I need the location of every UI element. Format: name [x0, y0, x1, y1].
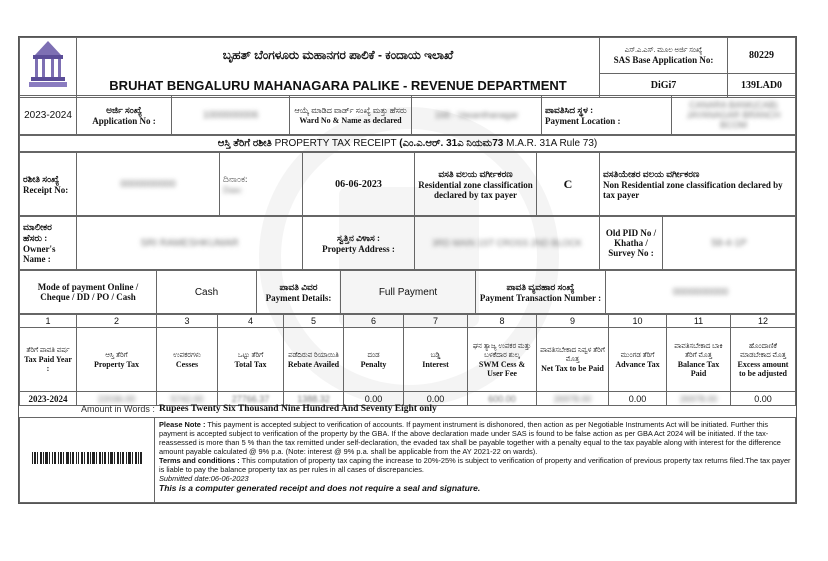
col-header-en: Net Tax to be Paid	[541, 364, 604, 373]
receipt-number: 0000000000	[120, 178, 176, 190]
bank-branch: JAYANAGAR BRANCH	[686, 110, 781, 120]
receipt-row	[19, 152, 796, 216]
owner-label	[20, 217, 77, 270]
amount-words-value: Rupees Twenty Six Thousand Nine Hundred And Seventy Eight only	[159, 404, 437, 414]
col-header-penalty	[344, 328, 404, 392]
col-header-en: Rebate Availed	[287, 359, 340, 369]
owner-label-kn: ಮಾಲೀಕರ ಹೆಸರು :	[23, 222, 52, 243]
bbmp-logo	[20, 38, 77, 98]
non-residential-zone-label	[600, 153, 796, 216]
terms-label: Terms and conditions :	[159, 456, 240, 465]
application-label-en: Application No :	[92, 115, 156, 126]
col-header-kn: ಆಸ್ತಿ ತೆರಿಗೆ	[105, 350, 128, 359]
col-header-kn: ಪಾವತಿಸಬೇಕಾದ ನಿವ್ವಳ ತೆರಿಗೆ ಮೊತ್ತ	[540, 346, 605, 363]
please-note-text: This payment is accepted subject to verification of accounts. If payment instrument is dishonored, then action as per Negotiable Instruments Act will be initiated. Further this payment is accepted subject to verification of the property by the GBA. If the above declaration made under SAS is found to be false action as per GBA Act 2024 will be initiated. If the tax-reassessed is more than 5 % than the tax remitted under self-declaration, the evaded tax shall be payable together with a penalty equal to the tax payable along with interest for the difference amount payable calculated @ 9% p.a. (Note: interest @ 9% p.a. shall be applicable from the AY 2021-22 on wards).	[159, 420, 781, 456]
col-header-property-tax	[77, 328, 157, 392]
interest-value: 0.00	[404, 392, 468, 406]
swm-cess-amount: 600.00	[488, 393, 516, 404]
bank-name: CANARA BANK(CAB)	[689, 100, 778, 110]
col-header-kn: ಒಟ್ಟು ತೆರಿಗೆ	[237, 350, 264, 359]
col-header-excess	[731, 328, 796, 392]
payment-location-label-kn: ಪಾವತಿಸಿದ ಸ್ಥಳ :	[545, 104, 594, 115]
col-header-tax-year	[20, 328, 77, 392]
net-tax-amount: 26978.00	[553, 393, 592, 404]
col-num: 12	[731, 315, 796, 328]
advance-tax-value: 0.00	[609, 392, 667, 406]
col-header-kn: ಹೊಂದಾಣಿಕೆ ಮಾಡಬೇಕಾದ ಮೊತ್ತ	[739, 341, 787, 359]
col-header-rebate	[284, 328, 344, 392]
receipt-no-label-kn: ರಶೀತಿ ಸಂಖ್ಯೆ	[23, 173, 60, 184]
column-number-row	[20, 315, 796, 328]
old-pid: 58-4-1P	[711, 237, 747, 249]
ward-value	[412, 96, 542, 135]
property-address-label	[303, 217, 415, 270]
residential-zone-label-kn: ವಸತಿ ವಲಯ ವರ್ಗೀಕರಣ	[438, 168, 513, 179]
transaction-no-label-kn: ಪಾವತಿ ವ್ಯವಹಾರ ಸಂಖ್ಯೆ	[506, 281, 575, 292]
tax-table	[19, 314, 796, 406]
transaction-no-value	[606, 271, 796, 314]
excess-value: 0.00	[731, 392, 796, 406]
terms-text: This computation of property tax caping the increase to 20%-25% is subject to verification of property and verification of previous property tax returns filed.The tax payer is liable to pay the balance property tax as per rules in all cases of discrepancies.	[159, 456, 791, 474]
col-header-en: Total Tax	[234, 359, 267, 369]
property-address-label-kn: ಸ್ವತ್ತಿನ ವಿಳಾಸ :	[336, 232, 381, 243]
year-cell: 2023-2024	[20, 96, 77, 135]
col-header-en: Property Tax	[94, 359, 139, 369]
barcode-icon	[32, 452, 142, 464]
payment-mode-label: Mode of payment Online / Cheque / DD / PO / Cash	[20, 271, 157, 314]
please-note-label: Please Note :	[159, 420, 206, 429]
date-value: 06-06-2023	[303, 153, 415, 216]
receipt-rule-en: M.A.R. 31A Rule 73)	[506, 138, 598, 149]
amount-in-words-row	[19, 404, 796, 416]
transaction-number: 0000000000	[672, 286, 729, 298]
digi-value: DiGi7	[600, 74, 728, 98]
residential-zone-label-en: Residential zone classification declared by tax payer	[418, 179, 533, 200]
receipt-title-kn: ಆಸ್ತಿ ತೆರಿಗೆ ರಶೀತಿ	[217, 138, 272, 149]
col-header-kn: ಪಡೆದಿರುವ ರಿಯಾಯಿತಿ	[288, 350, 339, 359]
col-header-cesses	[157, 328, 218, 392]
receipt-title	[20, 136, 796, 152]
non-residential-zone-label-en: Non Residential zone classification declared by tax payer	[603, 179, 783, 200]
cesses-amount: 5742.00	[170, 393, 204, 404]
col-header-en: Tax Paid Year :	[24, 355, 72, 373]
application-value	[172, 96, 290, 135]
col-num: 1	[20, 315, 77, 328]
col-num: 11	[667, 315, 731, 328]
owner-row	[19, 216, 796, 270]
payment-details-label-kn: ಪಾವತಿ ವಿವರ	[279, 281, 318, 292]
col-num: 3	[157, 315, 218, 328]
balance-tax-amount: 26978.00	[679, 393, 718, 404]
col-header-en: Penalty	[360, 359, 387, 369]
col-header-kn: ತೆರಿಗೆ ಪಾವತಿ ವರ್ಷ	[26, 346, 70, 354]
col-header-interest	[404, 328, 468, 392]
col-header-kn: ಬಡ್ಡಿ	[430, 350, 441, 359]
owner-label-en: Owner's Name :	[23, 244, 56, 264]
column-header-row	[20, 328, 796, 392]
header-table	[19, 37, 796, 98]
col-header-en: Interest	[422, 359, 449, 369]
col-header-swm-cess	[468, 328, 537, 392]
amount-words-label: Amount in Words :	[81, 404, 155, 414]
sas-value: 80229	[728, 38, 796, 74]
sas-label-kn: ಎಸ್.ಎ.ಎಸ್. ಮೂಲ ಅರ್ಜಿ ಸಂಖ್ಯೆ	[624, 46, 703, 55]
application-label-kn: ಅರ್ಜಿ ಸಂಖ್ಯೆ	[106, 104, 142, 115]
transaction-no-label	[476, 271, 606, 314]
property-address: 3RD MAIN 1ST CROSS 2ND BLOCK	[432, 238, 582, 248]
rebate-amount: 1388.32	[297, 393, 330, 404]
col-num: 10	[609, 315, 667, 328]
receipt-title-row	[19, 135, 796, 152]
total-tax-amount: 27766.37	[231, 393, 270, 404]
col-num: 6	[344, 315, 404, 328]
old-pid-value	[663, 217, 796, 270]
owner-name: SRI RAMESHKUMAR	[140, 237, 239, 249]
receipt-no-label	[20, 153, 77, 216]
header-title-cell	[77, 38, 600, 74]
payment-mode-value: Cash	[157, 271, 257, 314]
transaction-no-label-en: Payment Transaction Number :	[479, 292, 602, 303]
terms-conditions	[159, 456, 791, 474]
ward-label	[290, 96, 412, 135]
col-num: 5	[284, 315, 344, 328]
payment-location-value	[672, 96, 796, 135]
receipt-title-en: PROPERTY TAX RECEIPT	[274, 138, 397, 149]
sas-label-en: SAS Base Application No:	[613, 55, 714, 66]
property-address-label-en: Property Address :	[322, 243, 395, 254]
col-num: 7	[404, 315, 468, 328]
computer-generated-note: This is a computer generated receipt and does not require a seal and signature.	[159, 483, 481, 493]
bbmp-emblem-icon	[25, 39, 71, 91]
notes-table	[19, 417, 796, 503]
please-note	[159, 420, 791, 456]
ward-label-kn: ಆಯ್ಕೆ ಮಾಡಿದ ವಾರ್ಡ್ ಸಂಖ್ಯೆ ಮತ್ತು ಹೆಸರು	[294, 105, 407, 115]
date-label	[220, 153, 303, 216]
payment-details-value: Full Payment	[341, 271, 476, 314]
property-address-value	[415, 217, 600, 270]
penalty-value: 0.00	[344, 392, 404, 406]
col-header-kn: ಉಪಕರಗಳು	[173, 350, 201, 359]
application-row	[19, 95, 796, 135]
col-header-balance-tax	[667, 328, 731, 392]
col-header-en: Advance Tax	[615, 359, 660, 369]
ward-name: 168 - Vasanthanagar	[434, 109, 519, 120]
col-header-kn: ದಂಡ	[367, 350, 380, 359]
application-label	[77, 96, 172, 135]
tax-year-value: 2023-2024	[20, 392, 77, 406]
col-num: 4	[218, 315, 284, 328]
col-header-en: SWM Cess & User Fee	[478, 359, 526, 378]
date-label-en: Date:	[223, 184, 243, 195]
owner-value	[77, 217, 303, 270]
submitted-date: Submitted date:06-06-2023	[159, 474, 249, 483]
col-header-advance-tax	[609, 328, 667, 392]
receipt-no-value	[77, 153, 220, 216]
col-header-en: Cesses	[175, 359, 199, 369]
residential-zone-label	[415, 153, 537, 216]
col-header-kn: ಘನ ತ್ಯಾಜ್ಯ ಉಪಕರ ಮತ್ತು ಬಳಕೆದಾರ ಶುಲ್ಕ	[472, 341, 532, 359]
lad-value: 139LAD0	[728, 74, 796, 98]
non-residential-zone-label-kn: ವಸತಿಯೇತರ ವಲಯ ವರ್ಗೀಕರಣ	[603, 168, 700, 179]
col-header-kn: ಮುಂಗಡ ತೆರಿಗೆ	[620, 350, 655, 359]
date-label-kn: ದಿನಾಂಕ:	[223, 173, 248, 184]
col-header-net-tax	[537, 328, 609, 392]
col-header-kn: ಪಾವತಿಸಬೇಕಾದ ಬಾಕಿ ತೆರಿಗೆ ಮೊತ್ತ	[674, 341, 723, 359]
receipt-frame	[18, 36, 797, 504]
title-kannada: ಬೃಹತ್ ಬೆಂಗಳೂರು ಮಹಾನಗರ ಪಾಲಿಕೆ - ಕಂದಾಯ ಇಲಾಖೆ	[222, 48, 454, 63]
payment-location-label-en: Payment Location :	[545, 115, 621, 126]
payment-row	[19, 270, 796, 314]
title-english: BRUHAT BENGALURU MAHANAGARA PALIKE - REVENUE DEPARTMENT	[77, 74, 600, 98]
residential-zone-value: C	[537, 153, 600, 216]
sas-label	[600, 38, 728, 74]
col-num: 2	[77, 315, 157, 328]
application-number: 1000000006	[202, 109, 259, 121]
payment-details-label-en: Payment Details:	[265, 292, 332, 303]
barcode-cell	[20, 418, 155, 503]
col-header-en: Balance Tax Paid	[677, 359, 720, 378]
bank-code: BCOM	[720, 120, 747, 130]
payment-location-label	[542, 96, 672, 135]
payment-details-label	[257, 271, 341, 314]
col-num: 9	[537, 315, 609, 328]
receipt-no-label-en: Receipt No:	[23, 184, 69, 195]
col-num: 8	[468, 315, 537, 328]
col-header-en: Excess amount to be adjusted	[737, 359, 789, 378]
property-tax-amount: 22036.00	[97, 393, 136, 404]
col-header-total-tax	[218, 328, 284, 392]
ward-label-en: Ward No & Name as declared	[299, 115, 402, 125]
receipt-rule-kn: (ಎಂ.ಎ.ಆರ್. 31ಎ ನಿಯಮ73	[399, 138, 504, 149]
old-pid-label: Old PID No / Khatha / Survey No :	[600, 217, 663, 270]
notes-text	[155, 418, 796, 503]
